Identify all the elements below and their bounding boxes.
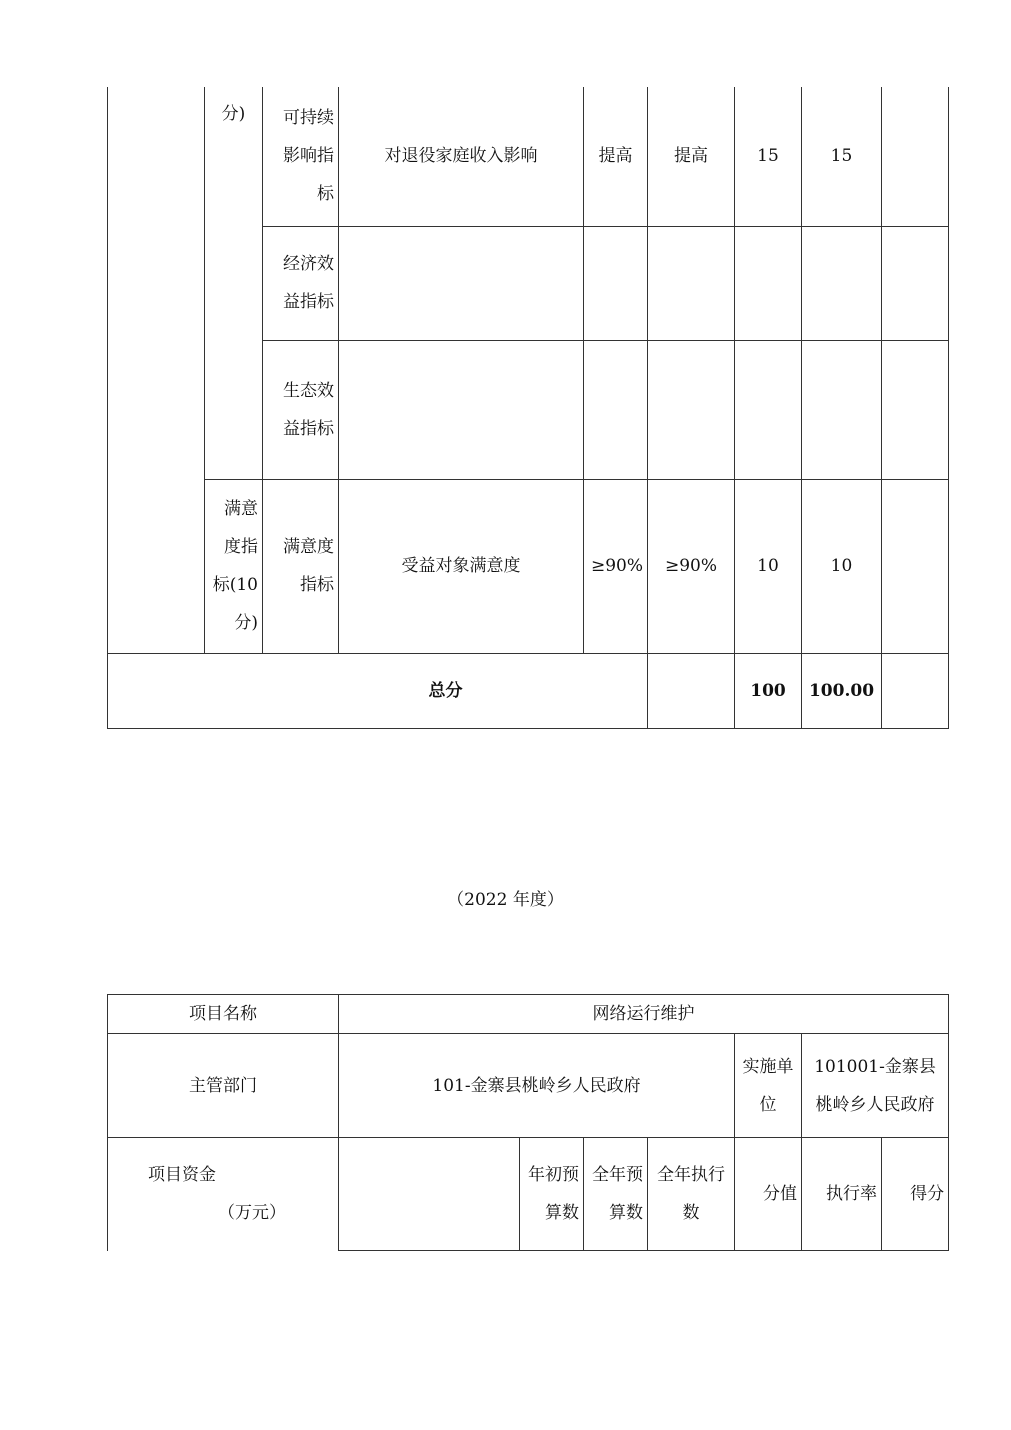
header-weight: 分值 xyxy=(735,1138,802,1251)
indicator-ecology: 生态效益指标 xyxy=(263,340,339,479)
empty-cell xyxy=(648,340,735,479)
target-value: ≥90% xyxy=(584,479,648,653)
remark-cell xyxy=(882,87,949,226)
empty-cell xyxy=(648,653,735,728)
empty-cell xyxy=(339,1138,520,1251)
empty-cell xyxy=(735,226,802,340)
empty-cell xyxy=(584,226,648,340)
year-caption: （2022 年度） xyxy=(447,890,564,910)
empty-cell xyxy=(735,340,802,479)
funds-label: 项目资金 xyxy=(148,1165,216,1186)
first-level-indicator-cell xyxy=(108,87,205,653)
header-score: 得分 xyxy=(882,1138,949,1251)
empty-cell xyxy=(339,226,584,340)
indicator-satisfaction: 满意度指标 xyxy=(263,479,339,653)
dept-value: 101-金寨县桃岭乡人民政府 xyxy=(339,1034,735,1138)
project-info-table xyxy=(107,994,949,1251)
dept-label: 主管部门 xyxy=(108,1034,339,1138)
empty-cell xyxy=(648,226,735,340)
second-level-category-cell: 分) xyxy=(205,87,263,479)
empty-cell xyxy=(339,340,584,479)
indicator-content: 受益对象满意度 xyxy=(339,479,584,653)
header-initial-budget: 年初预算数 xyxy=(520,1138,584,1251)
total-label: 总分 xyxy=(108,653,648,728)
target-value: 提高 xyxy=(584,87,648,226)
actual-value: 提高 xyxy=(648,87,735,226)
total-score: 100.00 xyxy=(802,653,882,728)
remark-cell xyxy=(882,653,949,728)
empty-cell xyxy=(882,340,949,479)
empty-cell xyxy=(802,340,882,479)
total-weight: 100 xyxy=(735,653,802,728)
funds-label-cell xyxy=(108,1138,339,1251)
score-value: 10 xyxy=(802,479,882,653)
header-executed: 全年执行数 xyxy=(648,1138,735,1251)
project-name-label: 项目名称 xyxy=(108,995,339,1034)
empty-cell xyxy=(584,340,648,479)
header-rate: 执行率 xyxy=(802,1138,882,1251)
actual-value: ≥90% xyxy=(648,479,735,653)
weight-value: 15 xyxy=(735,87,802,226)
weight-value: 10 xyxy=(735,479,802,653)
empty-cell xyxy=(802,226,882,340)
project-name-value: 网络运行维护 xyxy=(339,995,949,1034)
indicator-sustainable: 可持续影响指标 xyxy=(263,87,339,226)
performance-table-continued xyxy=(107,87,949,729)
funds-unit: （万元） xyxy=(218,1203,286,1224)
satisfaction-category: 满意度指标(10分) xyxy=(205,479,263,653)
indicator-content: 对退役家庭收入影响 xyxy=(339,87,584,226)
remark-cell xyxy=(882,479,949,653)
impl-value: 101001-金寨县桃岭乡人民政府 xyxy=(802,1034,949,1138)
indicator-economic: 经济效益指标 xyxy=(263,226,339,340)
impl-label: 实施单位 xyxy=(735,1034,802,1138)
score-value: 15 xyxy=(802,87,882,226)
empty-cell xyxy=(882,226,949,340)
header-full-budget: 全年预算数 xyxy=(584,1138,648,1251)
